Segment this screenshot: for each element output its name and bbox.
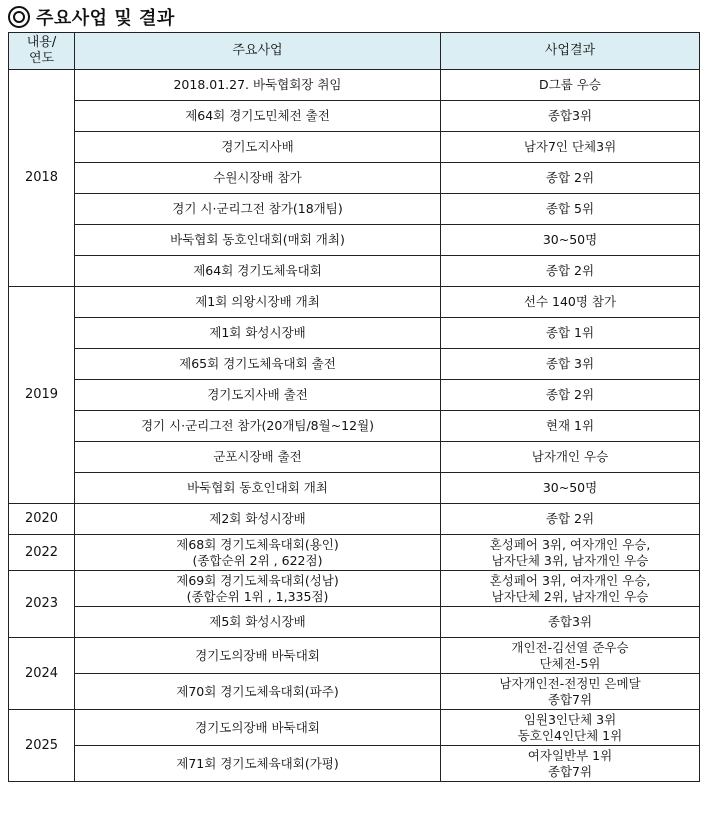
result-cell [441,225,700,256]
result-text: 종합7위 [547,763,593,779]
result-cell [441,411,700,442]
project-cell [75,442,441,473]
result-text: 남자7인 단체3위 [523,139,617,154]
project-text: 2018.01.27. 바둑협회장 취임 [173,77,342,92]
project-text: 제70회 경기도체육대회(파주) [176,683,339,699]
project-cell [75,674,441,710]
project-text: (종합순위 1위 , 1,335점) [186,588,329,604]
table-row [9,674,700,710]
project-text: 제65회 경기도체육대회 출전 [179,356,336,371]
result-cell [441,132,700,163]
project-cell [75,571,441,607]
project-cell [75,638,441,674]
project-text: 제64회 경기도체육대회 [193,263,322,278]
table-body [9,70,700,782]
project-text: 바둑협회 동호인대회(매회 개최) [170,232,345,247]
project-text: 수원시장배 참가 [213,170,302,185]
table-row [9,287,700,318]
result-cell [441,163,700,194]
result-text: 종합 2위 [545,170,595,185]
result-text: 개인전-김선열 준우승 [511,639,629,655]
result-text: 남자단체 2위, 남자개인 우승 [491,588,649,604]
result-cell [441,674,700,710]
result-cell [441,442,700,473]
project-text: 제71회 경기도체육대회(가평) [176,755,339,771]
result-cell [441,473,700,504]
result-text: 단체전-5위 [539,655,601,671]
result-cell [441,349,700,380]
year-cell: 2022 [9,535,75,571]
result-text: 남자단체 3위, 남자개인 우승 [491,552,649,568]
result-text: 동호인4인단체 1위 [517,727,623,743]
section-title [8,4,175,30]
project-cell [75,504,441,535]
year-cell: 2018 [9,70,75,287]
project-cell [75,411,441,442]
header-year [9,33,75,70]
project-text: 제5회 화성시장배 [209,614,306,629]
table-row [9,225,700,256]
table-row [9,70,700,101]
project-cell [75,225,441,256]
project-cell [75,318,441,349]
result-text: 종합 2위 [545,511,595,526]
year-cell: 2023 [9,571,75,638]
result-cell [441,380,700,411]
result-text: 현재 1위 [545,418,595,433]
project-text: 경기도의장배 바둑대회 [195,719,320,735]
result-cell [441,318,700,349]
project-text: 제68회 경기도체육대회(용인) [176,536,339,552]
table-row [9,504,700,535]
table-row [9,473,700,504]
project-cell [75,163,441,194]
project-cell [75,194,441,225]
double-circle-icon [8,6,30,28]
table-row [9,442,700,473]
result-text: 혼성페어 3위, 여자개인 우승, [489,572,651,588]
section-title-text: 주요사업 및 결과 [36,8,175,29]
result-cell [441,101,700,132]
project-cell [75,101,441,132]
table-row [9,607,700,638]
table-row [9,411,700,442]
table-row [9,571,700,607]
project-cell [75,535,441,571]
table-row [9,194,700,225]
result-text: 종합7위 [547,691,593,707]
result-text: 종합 3위 [545,356,595,371]
header-row [9,33,700,70]
result-text: D그룹 우승 [539,77,601,92]
result-text: 종합 5위 [545,201,595,216]
header-year-line1: 내용/ [26,35,57,50]
table-row [9,710,700,746]
result-cell [441,746,700,782]
table-row [9,318,700,349]
table-row [9,349,700,380]
table-row [9,132,700,163]
result-text: 남자개인 우승 [531,449,609,464]
year-cell: 2025 [9,710,75,782]
result-cell [441,638,700,674]
project-cell [75,70,441,101]
result-text: 종합 1위 [545,325,595,340]
project-cell [75,380,441,411]
header-project: 주요사업 [75,33,441,70]
table-row [9,163,700,194]
table-row [9,101,700,132]
project-text: 제69회 경기도체육대회(성남) [176,572,339,588]
project-text: 제1회 화성시장배 [209,325,306,340]
table-row [9,256,700,287]
header-result: 사업결과 [441,33,700,70]
result-text: 30~50명 [542,480,598,495]
project-text: 경기도지사배 [221,139,294,154]
year-cell: 2024 [9,638,75,710]
year-cell: 2020 [9,504,75,535]
project-cell [75,349,441,380]
project-cell [75,473,441,504]
result-cell [441,504,700,535]
project-text: 경기 시·군리그전 참가(18개팀) [172,201,343,216]
result-cell [441,710,700,746]
project-text: 제1회 의왕시장배 개최 [195,294,320,309]
result-cell [441,256,700,287]
result-cell [441,571,700,607]
project-cell [75,256,441,287]
project-text: 경기 시·군리그전 참가(20개팀/8월~12월) [140,418,375,433]
project-text: 제64회 경기도민체전 출전 [185,108,330,123]
project-text: 경기도지사배 출전 [207,387,308,402]
result-text: 선수 140명 참가 [523,294,617,309]
year-cell: 2019 [9,287,75,504]
project-text: (종합순위 2위 , 622점) [192,552,323,568]
project-cell [75,287,441,318]
result-text: 남자개인전-전정민 은메달 [499,675,641,691]
project-text: 바둑협회 동호인대회 개최 [187,480,328,495]
results-table [8,32,700,782]
table-row [9,746,700,782]
header-year-line2: 연도 [28,51,55,66]
result-cell [441,607,700,638]
result-text: 종합 2위 [545,263,595,278]
project-text: 군포시장배 출전 [213,449,302,464]
table-row [9,380,700,411]
result-text: 종합3위 [547,614,593,629]
result-text: 30~50명 [542,232,598,247]
result-cell [441,535,700,571]
result-text: 종합3위 [547,108,593,123]
table-row [9,535,700,571]
result-text: 임원3인단체 3위 [523,711,617,727]
result-text: 여자일반부 1위 [527,747,613,763]
project-cell [75,132,441,163]
table-row [9,638,700,674]
result-text: 종합 2위 [545,387,595,402]
project-text: 제2회 화성시장배 [209,511,306,526]
project-cell [75,746,441,782]
project-cell [75,710,441,746]
result-cell [441,70,700,101]
project-cell [75,607,441,638]
project-text: 경기도의장배 바둑대회 [195,647,320,663]
result-cell [441,287,700,318]
result-text: 혼성페어 3위, 여자개인 우승, [489,536,651,552]
result-cell [441,194,700,225]
